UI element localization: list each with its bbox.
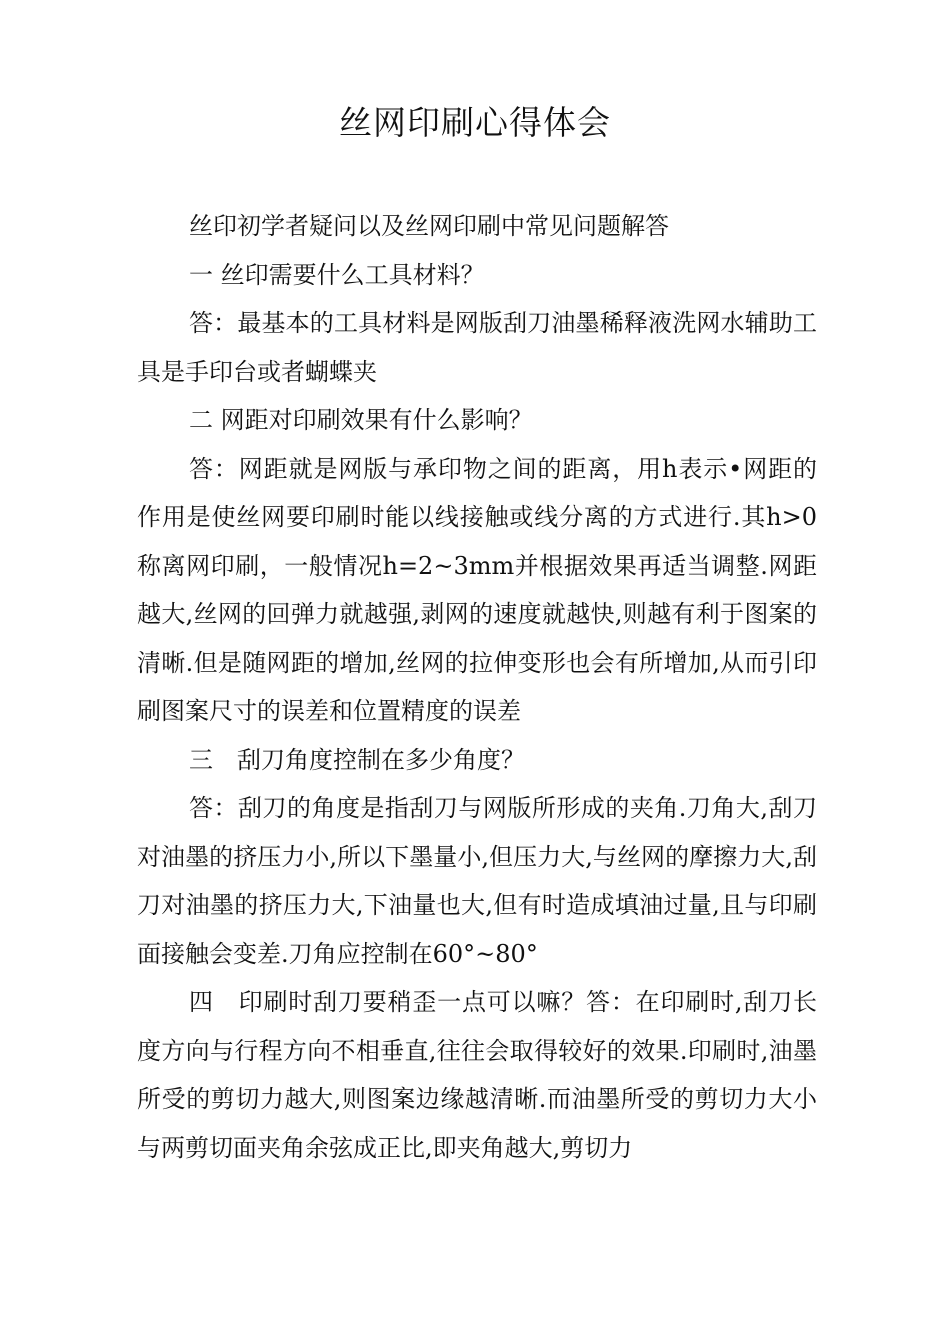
answer-2: 答：网距就是网版与承印物之间的距离，用h表示•网距的作用是使丝网要印刷时能以线接触或线分离的方式进行.其h>0称离网印刷，一般情况h=2~3mm并根据效果再适当调整.网距越大,丝网的回弹力就越强,剥网的速度就越快,则越有利于图案的清晰.但是随网距的增加,丝网的拉伸变形也会有所增加,从而引印刷图案尺寸的误差和位置精度的误差 [137, 454, 817, 725]
document-body [137, 202, 817, 1172]
paragraph-intro: 丝印初学者疑问以及丝网印刷中常见问题解答 [189, 212, 669, 240]
question-1: 一 丝印需要什么工具材料？ [189, 260, 485, 289]
question-3: 三 刮刀角度控制在多少角度？ [189, 745, 525, 774]
page-title: 丝网印刷心得体会 [339, 103, 611, 142]
answer-3: 答：刮刀的角度是指刮刀与网版所形成的夹角.刀角大,刮刀对油墨的挤压力小,所以下墨量小,但压力大,与丝网的摩擦力大,刮刀对油墨的挤压力大,下油量也大,但有时造成填油过量,且与印刷面接触会变差.刀角应控制在60°~80° [137, 794, 817, 968]
question-answer-4: 四 印刷时刮刀要稍歪一点可以嘛？答：在印刷时,刮刀长度方向与行程方向不相垂直,往往会取得较好的效果.印刷时,油墨所受的剪切力越大,则图案边缘越清晰.而油墨所受的剪切力大小与两剪切面夹角余弦成正比,即夹角越大,剪切力 [137, 988, 817, 1162]
answer-1: 答：最基本的工具材料是网版刮刀油墨稀释液洗网水辅助工具是手印台或者蝴蝶夹 [137, 309, 817, 386]
question-2: 二 网距对印刷效果有什么影响？ [189, 406, 533, 434]
